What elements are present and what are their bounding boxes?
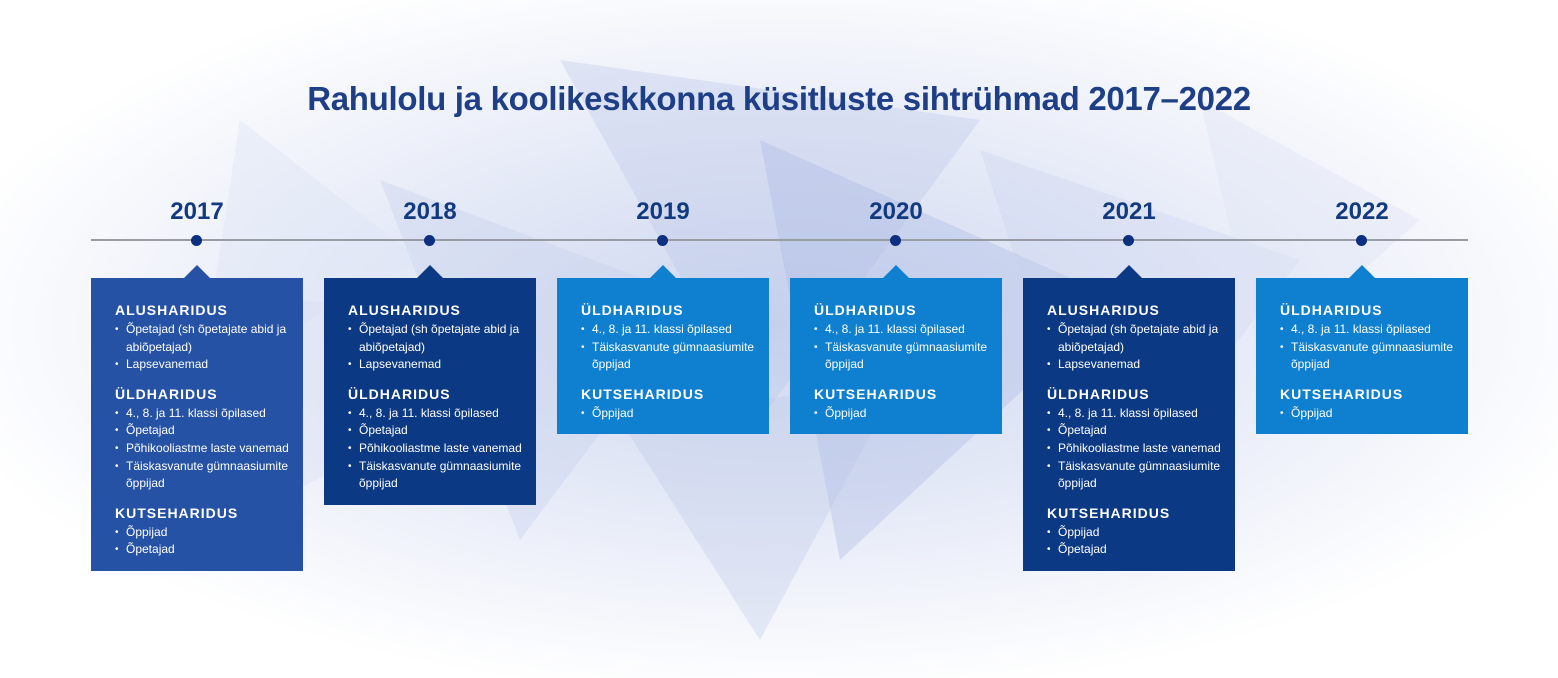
target-group-item: • Õpetajad [348, 422, 524, 440]
section-title: KUTSEHARIDUS [1047, 504, 1171, 521]
target-group-item: • Põhikooliastme laste vanemad [115, 440, 291, 458]
target-group-card-2018 [324, 278, 536, 505]
timeline-column-2018 [324, 0, 536, 678]
target-group-item: • Täiskasvanute gümnaasiumite õppijad [1047, 458, 1223, 493]
target-group-item: • Täiskasvanute gümnaasiumite õppijad [348, 458, 524, 493]
education-section [1047, 302, 1223, 374]
page-title: Rahulolu ja koolikeskkonna küsitluste sihtrühmad 2017–2022 [307, 80, 1251, 117]
target-group-item: • 4., 8. ja 11. klassi õpilased [1047, 405, 1223, 423]
target-group-list [581, 321, 757, 374]
year-label: 2018 [403, 198, 457, 225]
target-group-item: • Õppijad [581, 405, 757, 423]
target-group-item: • Täiskasvanute gümnaasiumite õppijad [581, 339, 757, 374]
timeline-column-2019 [557, 0, 769, 678]
section-title: KUTSEHARIDUS [814, 385, 938, 402]
education-section [348, 386, 524, 493]
year-label: 2017 [170, 198, 224, 225]
target-group-item: • 4., 8. ja 11. klassi õpilased [814, 321, 990, 339]
target-group-card-2017 [91, 278, 303, 571]
target-group-list [581, 405, 757, 423]
timeline-marker [191, 235, 202, 246]
target-group-item: • Õppijad [1280, 405, 1456, 423]
target-group-item: • Põhikooliastme laste vanemad [1047, 440, 1223, 458]
target-group-list [348, 321, 524, 374]
target-group-card-2022 [1256, 278, 1468, 434]
education-section [581, 302, 757, 374]
target-group-list [1047, 524, 1223, 559]
year-label: 2022 [1335, 198, 1389, 225]
education-section [115, 302, 291, 374]
timeline-column-2020 [790, 0, 1002, 678]
education-section [1280, 302, 1456, 374]
target-group-list [1280, 321, 1456, 374]
target-group-item: • Õpetajad [1047, 422, 1223, 440]
target-group-item: • Õppijad [115, 524, 291, 542]
target-group-list [115, 405, 291, 493]
target-group-item: • Õpetajad (sh õpetajate abid ja abiõpetajad) [1047, 321, 1223, 356]
target-group-item: • Lapsevanemad [115, 356, 291, 374]
target-group-item: • Täiskasvanute gümnaasiumite õppijad [1280, 339, 1456, 374]
target-group-card-2021 [1023, 278, 1235, 571]
target-group-item: • 4., 8. ja 11. klassi õpilased [115, 405, 291, 423]
target-group-list [1047, 405, 1223, 493]
education-section [814, 386, 990, 423]
education-section [1047, 505, 1223, 559]
target-group-item: • Õpetajad [115, 541, 291, 559]
timeline-marker [890, 235, 901, 246]
target-group-list [1280, 405, 1456, 423]
timeline-column-2017 [91, 0, 303, 678]
target-group-card-2020 [790, 278, 1002, 434]
target-group-item: • Õppijad [1047, 524, 1223, 542]
education-section [581, 386, 757, 423]
section-title: KUTSEHARIDUS [1280, 385, 1404, 402]
section-title: ÜLDHARIDUS [581, 302, 684, 318]
target-group-list [348, 405, 524, 493]
target-group-list [115, 321, 291, 374]
section-title: ALUSHARIDUS [115, 302, 228, 318]
target-group-item: • Täiskasvanute gümnaasiumite õppijad [814, 339, 990, 374]
section-title: ÜLDHARIDUS [115, 385, 218, 402]
section-title: KUTSEHARIDUS [581, 385, 705, 402]
timeline-marker [1123, 235, 1134, 246]
target-group-list [115, 524, 291, 559]
target-group-item: • Õpetajad [115, 422, 291, 440]
section-title: KUTSEHARIDUS [115, 504, 239, 521]
section-title: ÜLDHARIDUS [1280, 302, 1383, 318]
target-group-item: • Õpetajad (sh õpetajate abid ja abiõpetajad) [115, 321, 291, 356]
section-title: ALUSHARIDUS [1047, 302, 1160, 318]
target-group-item: • Õppijad [814, 405, 990, 423]
timeline-column-2022 [1256, 0, 1468, 678]
section-title: ALUSHARIDUS [348, 302, 461, 318]
education-section [814, 302, 990, 374]
target-group-list [814, 321, 990, 374]
timeline-marker [1356, 235, 1367, 246]
target-group-item: • Õpetajad [1047, 541, 1223, 559]
target-group-item: • Lapsevanemad [348, 356, 524, 374]
target-group-item: • Lapsevanemad [1047, 356, 1223, 374]
timeline-marker [424, 235, 435, 246]
target-group-item: • 4., 8. ja 11. klassi õpilased [348, 405, 524, 423]
section-title: ÜLDHARIDUS [1047, 385, 1150, 402]
target-group-card-2019 [557, 278, 769, 434]
timeline-marker [657, 235, 668, 246]
target-group-item: • 4., 8. ja 11. klassi õpilased [581, 321, 757, 339]
target-group-list [1047, 321, 1223, 374]
year-label: 2020 [869, 198, 923, 225]
target-group-list [814, 405, 990, 423]
education-section [1047, 386, 1223, 493]
year-label: 2019 [636, 198, 690, 225]
education-section [115, 386, 291, 493]
timeline-column-2021 [1023, 0, 1235, 678]
target-group-item: • Põhikooliastme laste vanemad [348, 440, 524, 458]
section-title: ÜLDHARIDUS [348, 385, 451, 402]
education-section [115, 505, 291, 559]
education-section [348, 302, 524, 374]
target-group-item: • Õpetajad (sh õpetajate abid ja abiõpetajad) [348, 321, 524, 356]
target-group-item: • Täiskasvanute gümnaasiumite õppijad [115, 458, 291, 493]
year-label: 2021 [1102, 198, 1156, 225]
target-group-item: • 4., 8. ja 11. klassi õpilased [1280, 321, 1456, 339]
education-section [1280, 386, 1456, 423]
section-title: ÜLDHARIDUS [814, 302, 917, 318]
